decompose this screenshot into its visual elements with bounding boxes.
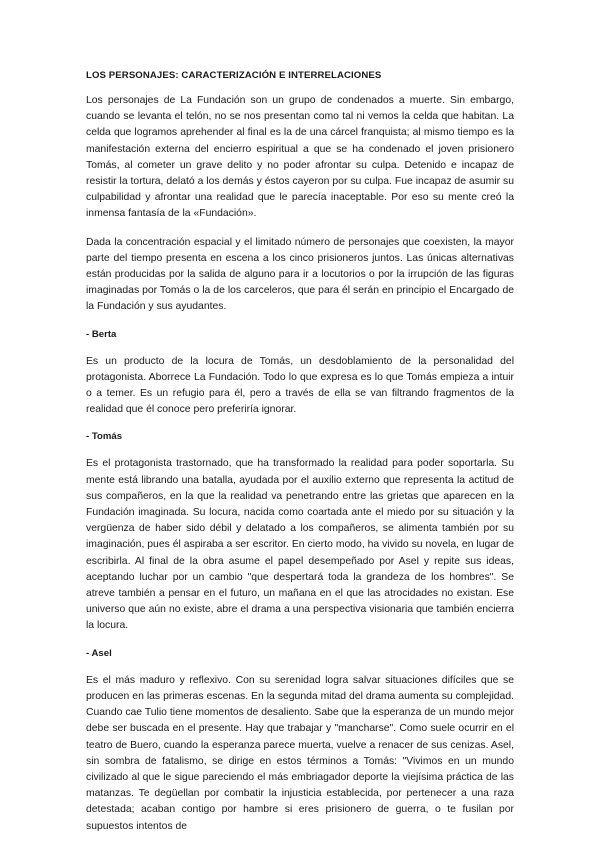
section-text-asel: Es el más maduro y reflexivo. Con su serenidad logra salvar situaciones difíciles que se producen en las primeras escenas. En la segunda mitad del drama aumenta su complejidad. Cuando cae Tulio tiene momentos de desaliento. Sabe que la esperanza de un mundo mejor debe ser buscada en el presente. Hay que trabajar y "mancharse". Como suele ocurrir en el teatro de Buero, cuando la esperanza parece muerta, vuelve a renacer de sus cenizas. Asel, sin sombra de fatalismo, se dirige en estos términos a Tomás: "Vivimos en un mundo civilizado al que le sigue pareciendo el más embriagador deporte la viejísima práctica de las matanzas. Te degüellan por combatir la injusticia establecida, por pertenecer a una raza detestada; acaban contigo por hambre si eres prisionero de guerra, o te fusilan por supuestos intentos de xyxy=(86,674,514,832)
section-heading-berta: - Berta xyxy=(86,328,117,340)
section-heading-tomas: - Tomás xyxy=(86,431,123,443)
document-title: LOS PERSONAJES: CARACTERIZACIÓN E INTERRELACIONES xyxy=(86,70,382,81)
intro-paragraph-1: Los personajes de La Fundación son un grupo de condenados a muerte. Sin embargo, cuando se levanta el telón, no se nos presentan como tal ni vemos la celda que habitan. La celda que logramos aprehender al final es la de una cárcel franquista; al mismo tiempo es la manifestación externa del encierro espiritual a que se ha condenado el joven prisionero Tomás, al cometer un grave delito y no poder afrontar su culpa. Detenido e incapaz de resistir la tortura, delató a los demás y éstos cayeron por su culpa. Fue incapaz de asumir su culpabilidad y afrontar una realidad que le parecía inaceptable. Por eso su mente creó la inmensa fantasía de la «Fundación». xyxy=(86,95,514,220)
intro-paragraph-2: Dada la concentración espacial y el limitado número de personajes que coexisten, la mayor parte del tiempo presenta en escena a los cinco prisioneros juntos. Las únicas alternativas están producidas por la salida de alguno para ir a locutorios o por la irrupción de las figuras imaginadas por Tomás o la de los carceleros, que para él serán en principio el Encargado de la Fundación y sus ayudantes. xyxy=(86,236,514,313)
section-text-berta: Es un producto de la locura de Tomás, un desdoblamiento de la personalidad del protagonista. Aborrece La Fundación. Todo lo que expresa es lo que Tomás empieza a intuir o a temer. Es un refugio para él, pero a través de ella se van filtrando fragmentos de la realidad que él conoce pero preferiría ignorar. xyxy=(86,355,514,416)
section-heading-asel: - Asel xyxy=(86,647,112,659)
section-text-tomas: Es el protagonista trastornado, que ha transformado la realidad para poder soportarla. Su mente está librando una batalla, ayudada por el auxilio externo que representa la actitud de sus compañeros, en la que la realidad va penetrando entre las grietas que aparecen en la Fundación imaginada. Su locura, nacida como coartada ante el miedo por su situación y la vergüenza de haber sido débil y delatado a los compañeros, se alimenta también por su imaginación, pues él aspiraba a ser escritor. En cierto modo, ha vivido su novela, en lugar de escribirla. Al final de la obra asume el papel desempeñado por Asel y repite sus ideas, aceptando luchar por un cambio "que despertará toda la grandeza de los hombres". Se atreve también a pensar en el futuro, un mañana en el que las atrocidades no existan. Ese universo que aún no existe, abre el drama a una perspectiva visionaria que también encierra la locura. xyxy=(86,458,514,632)
